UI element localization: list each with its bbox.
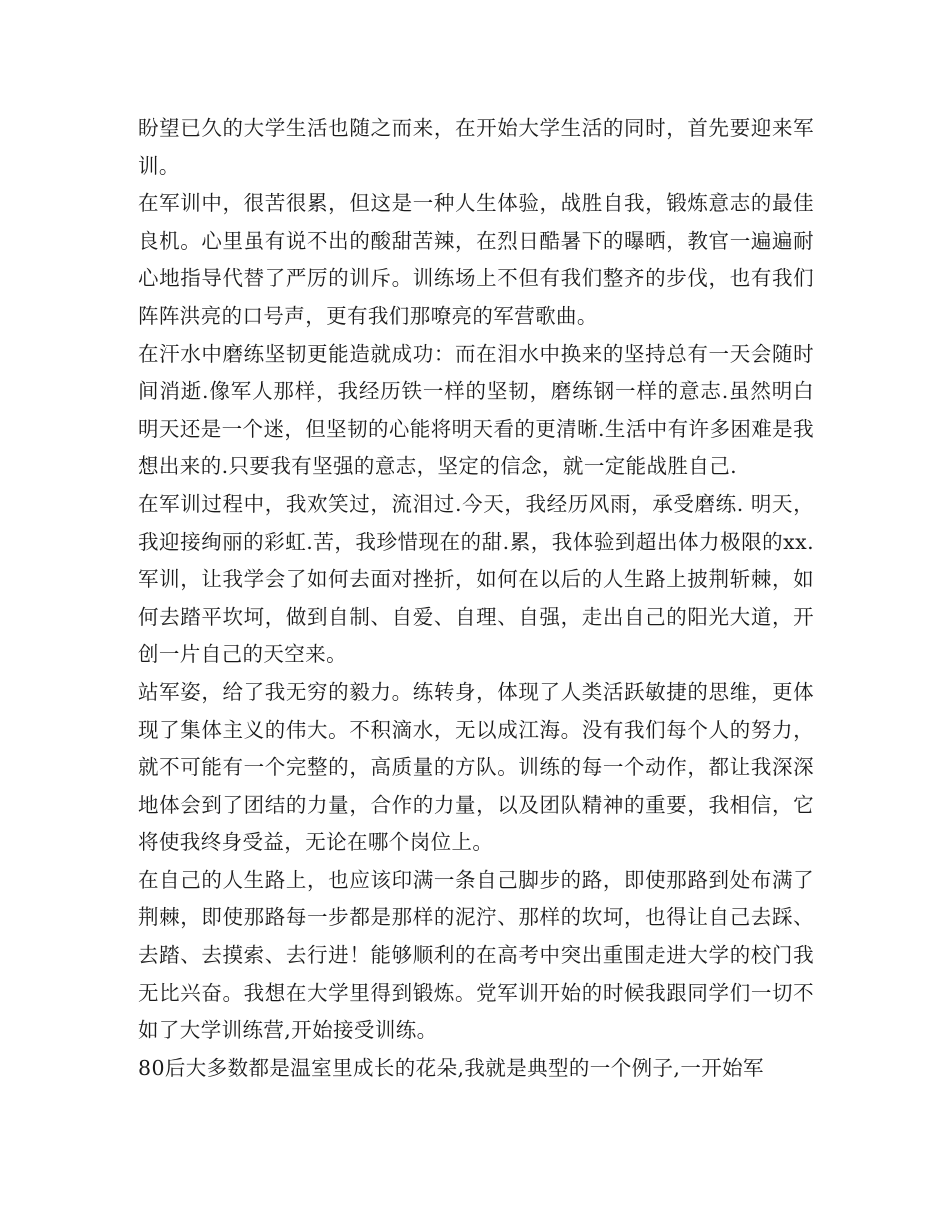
paragraph: 在自己的人生路上，也应该印满一条自己脚步的路，即使那路到处布满了荆棘，即使那路每一步都是那样的泥泞、那样的坎坷，也得让自己去踩、去踏、去摸索、去行进！能够顺利的在高考中突出重围走进大学的校门我无比兴奋。我想在大学里得到锻炼。党军训开始的时候我跟同学们一切不如了大学训练营,开始接受训练。 <box>138 867 814 1043</box>
paragraph: 在军训中，很苦很累，但这是一种人生体验，战胜自我，锻炼意志的最佳良机。心里虽有说不出的酸甜苦辣，在烈日酷暑下的曝晒，教官一遍遍耐心地指导代替了严厉的训斥。训练场上不但有我们整齐的步伐，也有我们阵阵洪亮的口号声，更有我们那嘹亮的军营歌曲。 <box>138 191 814 328</box>
paragraph: 站军姿，给了我无穷的毅力。练转身，体现了人类活跃敏捷的思维，更体现了集体主义的伟大。不积滴水，无以成江海。没有我们每个人的努力，就不可能有一个完整的，高质量的方队。训练的每一个动作，都让我深深地体会到了团结的力量，合作的力量，以及团队精神的重要，我相信，它将使我终身受益，无论在哪个岗位上。 <box>138 679 814 855</box>
paragraph: 在汗水中磨练坚韧更能造就成功：而在泪水中换来的坚持总有一天会随时间消逝.像军人那样，我经历铁一样的坚韧，磨练钢一样的意志.虽然明白明天还是一个迷，但坚韧的心能将明天看的更清晰.生活中有许多困难是我想出来的.只要我有坚强的意志，坚定的信念，就一定能战胜自己. <box>138 341 814 479</box>
paragraph: 在军训过程中，我欢笑过，流泪过.今天，我经历风雨，承受磨练. 明天，我迎接绚丽的彩虹.苦，我珍惜现在的甜.累，我体验到超出体力极限的xx.军训，让我学会了如何去面对挫折，如何在以后的人生路上披荆斩棘，如何去踏平坎坷，做到自制、自爱、自理、自强，走出自己的阳光大道，开创一片自己的天空来。 <box>138 491 814 667</box>
paragraph: 80后大多数都是温室里成长的花朵,我就是典型的一个例子,一开始军 <box>138 1055 764 1080</box>
paragraph: 盼望已久的大学生活也随之而来，在开始大学生活的同时，首先要迎来军训。 <box>138 116 814 178</box>
document-body <box>138 110 814 1087</box>
